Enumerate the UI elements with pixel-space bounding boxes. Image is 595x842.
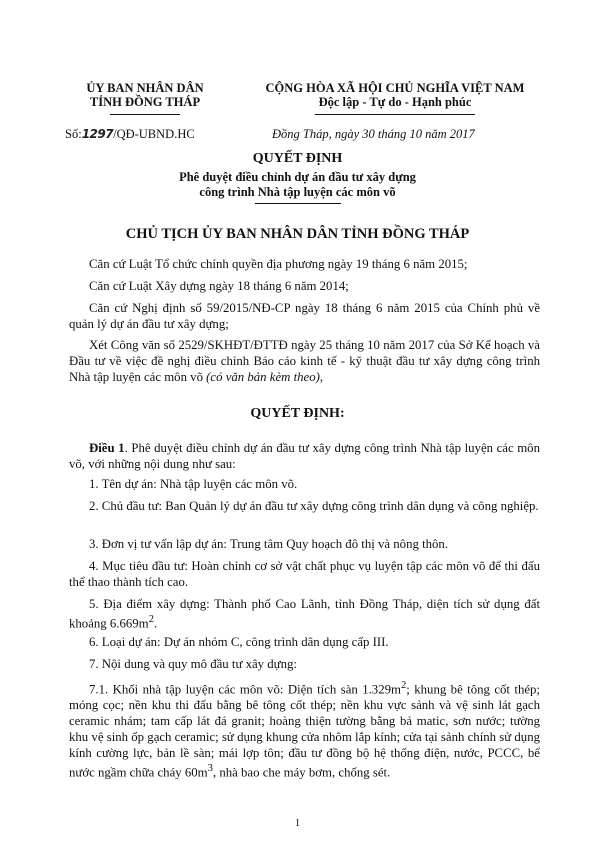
item-3: 3. Đơn vị tư vấn lập dự án: Trung tâm Quy hoạch đô thị và nông thôn. [89, 537, 449, 551]
consideration-attachment: (có văn bản kèm theo) [206, 370, 320, 384]
article-1 [69, 440, 540, 472]
agency-underline [110, 114, 180, 115]
subtitle-line-2: công trình Nhà tập luyện các môn võ [199, 185, 396, 199]
item-7-1-text-c: , nhà bao che máy bơm, chống sét. [212, 765, 391, 780]
item-7-1-sup-1: 2 [400, 680, 407, 691]
item-5-end: . [153, 616, 158, 631]
issuing-agency [60, 81, 230, 109]
item-7-1-text-b: ; khung bê tông cốt thép; móng cọc; nền khu thi đấu bằng bê tông cốt thép; nền khu vực sảnh và vệ sinh lát gạch ceramic nhám; tam cấp lát đá granit; hoàng thiện tường bằng bả matic, sơn nước; tường khu vệ sinh ốp gạch ceramic; sử dụng khung cửa nhôm lắp kính; cửa tại sảnh chính sử dụng kính cường lực, bản lề sàn; mái lợp tôn; đầu tư đồng bộ hệ thống điện, nước, PCCC, bể nước ngầm chữa cháy 60m [69, 682, 540, 780]
subtitle-line-1: Phê duyệt điều chỉnh dự án đầu tư xây dựng [179, 170, 416, 184]
document-title: QUYẾT ĐỊNH [252, 151, 343, 166]
consideration [69, 337, 540, 385]
legal-basis-1: Căn cứ Luật Tổ chức chính quyền địa phương ngày 19 tháng 6 năm 2015; [89, 257, 468, 271]
place-date: Đồng Tháp, ngày 30 tháng 10 năm 2017 [272, 127, 475, 141]
item-1: 1. Tên dự án: Nhà tập luyện các môn võ. [89, 477, 298, 491]
motto-underline [315, 114, 475, 115]
page-number: 1 [294, 817, 301, 829]
document-subtitle [0, 170, 595, 200]
agency-line-1: ỦY BAN NHÂN DÂN [86, 81, 204, 95]
issuing-authority: CHỦ TỊCH ỦY BAN NHÂN DÂN TỈNH ĐỒNG THÁP [125, 226, 470, 242]
nation-line-2: Độc lập - Tự do - Hạnh phúc [318, 95, 472, 109]
article-1-text: . Phê duyệt điều chỉnh dự án đầu tư xây dựng công trình Nhà tập luyện các môn võ, với những nội dung như sau: [69, 441, 540, 471]
consideration-text: Xét Công văn số 2529/SKHĐT/ĐTTĐ ngày 25 tháng 10 năm 2017 của Sở Kế hoạch và Đầu tư về việc đề nghị điều chỉnh Báo cáo kinh tế - kỹ thuật đầu tư xây dựng công trình Nhà tập luyện các môn võ [69, 338, 540, 384]
national-motto [240, 81, 550, 109]
article-1-label: Điều 1 [89, 441, 125, 455]
document-number [65, 127, 195, 142]
decision-heading: QUYẾT ĐỊNH: [250, 406, 345, 421]
number-suffix: /QĐ-UBND.HC [113, 127, 195, 141]
item-6: 6. Loại dự án: Dự án nhóm C, công trình dân dụng cấp III. [89, 635, 389, 649]
consideration-end: , [319, 370, 324, 384]
item-4: 4. Mục tiêu đầu tư: Hoàn chỉnh cơ sở vật chất phục vụ luyện tập các môn võ để thi đấu thể thao thành tích cao. [69, 559, 540, 589]
item-7-1 [69, 678, 540, 781]
item-2: 2. Chủ đầu tư: Ban Quản lý dự án đầu tư xây dựng công trình dân dụng và công nghiệp. [89, 499, 539, 513]
handwritten-number: 1297 [81, 127, 114, 141]
legal-basis-2: Căn cứ Luật Xây dựng ngày 18 tháng 6 năm 2014; [89, 279, 349, 293]
item-5-superscript: 2 [148, 614, 154, 625]
title-underline [255, 203, 341, 204]
item-7-1-text-a: 7.1. Khối nhà tập luyện các môn võ: Diện tích sàn 1.329m [89, 682, 401, 697]
agency-line-2: TỈNH ĐỒNG THÁP [89, 95, 201, 109]
item-7-1-sup-2: 3 [207, 763, 213, 775]
item-5-text: 5. Địa điểm xây dựng: Thành phố Cao Lãnh, tỉnh Đồng Tháp, diện tích sử dụng đất khoảng 6.669m [69, 597, 540, 631]
item-7: 7. Nội dung và quy mô đầu tư xây dựng: [89, 657, 297, 671]
item-5 [69, 596, 540, 631]
nation-line-1: CỘNG HÒA XÃ HỘI CHỦ NGHĨA VIỆT NAM [265, 81, 525, 95]
legal-basis-3: Căn cứ Nghị định số 59/2015/NĐ-CP ngày 18 tháng 6 năm 2015 của Chính phủ về quản lý dự án đầu tư xây dựng; [69, 301, 540, 331]
number-prefix: Số: [65, 127, 82, 141]
